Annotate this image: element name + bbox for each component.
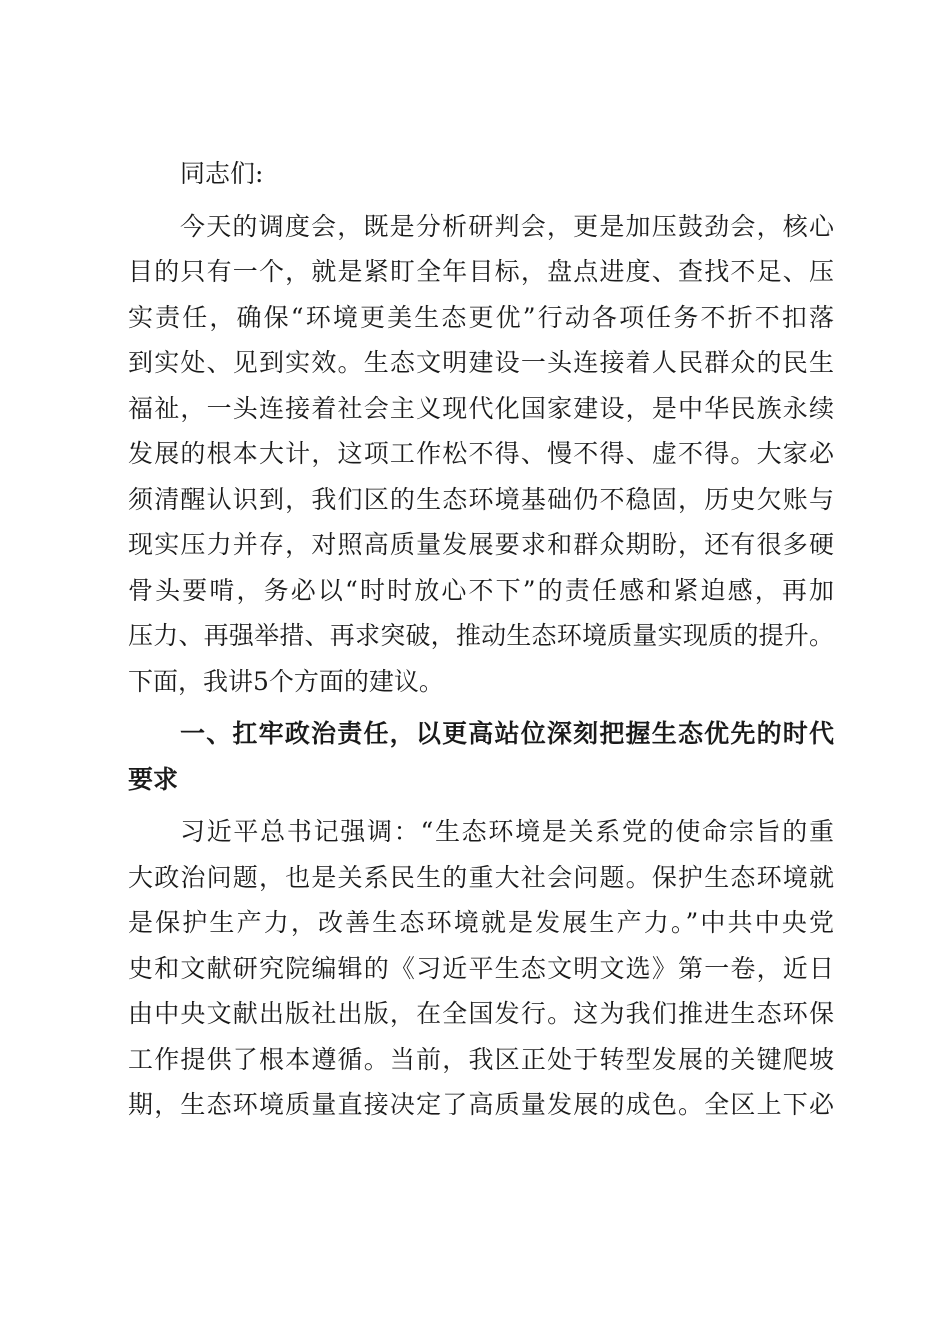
salutation [128, 151, 834, 197]
paragraph-line: 须清醒认识到，我们区的生态环境基础仍不稳固，历史欠账与 [128, 484, 834, 514]
paragraph-line: 工作提供了根本遵循。当前，我区正处于转型发展的关键爬坡 [128, 1044, 834, 1074]
paragraph-line: 今天的调度会，既是分析研判会，更是加压鼓劲会，核心 [180, 211, 834, 241]
section-heading-1 [128, 711, 834, 802]
paragraph-line: 期，生态环境质量直接决定了高质量发展的成色。全区上下必 [128, 1090, 834, 1119]
paragraph-line: 发展的根本大计，这项工作松不得、慢不得、虚不得。大家必 [128, 439, 834, 468]
paragraph-line: 到实处、见到实效。生态文明建设一头连接着人民群众的民生 [128, 348, 834, 377]
paragraph-line: 骨头要啃，务必以“时时放心不下”的责任感和紧迫感，再加 [128, 575, 834, 605]
paragraph-line: 下面，我讲5个方面的建议。 [128, 666, 444, 696]
paragraph-line: 现实压力并存，对照高质量发展要求和群众期盼，还有很多硬 [128, 530, 834, 559]
paragraph-line: 大政治问题，也是关系民生的重大社会问题。保护生态环境就 [128, 862, 834, 892]
salutation-line: 同志们: [180, 159, 264, 188]
paragraph-line: 史和文献研究院编辑的《习近平生态文明文选》第一卷，近日 [128, 953, 834, 983]
heading-line: 要求 [128, 764, 179, 794]
paragraph-2 [128, 809, 834, 1128]
paragraph-line: 习近平总书记强调：“生态环境是关系党的使命宗旨的重 [180, 817, 834, 846]
paragraph-line: 由中央文献出版社出版，在全国发行。这为我们推进生态环保 [128, 999, 834, 1028]
paragraph-line: 实责任，确保“环境更美生态更优”行动各项任务不折不扣落 [128, 302, 834, 332]
document-body [128, 151, 834, 1128]
heading-line: 一、扛牢政治责任，以更高站位深刻把握生态优先的时代 [180, 719, 834, 748]
paragraph-line: 目的只有一个，就是紧盯全年目标，盘点进度、查找不足、压 [128, 257, 834, 286]
paragraph-line: 福祉，一头连接着社会主义现代化国家建设，是中华民族永续 [128, 393, 834, 423]
paragraph-1 [128, 204, 834, 705]
paragraph-line: 压力、再强举措、再求突破，推动生态环境质量实现质的提升。 [128, 621, 834, 650]
paragraph-line: 是保护生产力，改善生态环境就是发展生产力。”中共中央党 [128, 908, 834, 937]
